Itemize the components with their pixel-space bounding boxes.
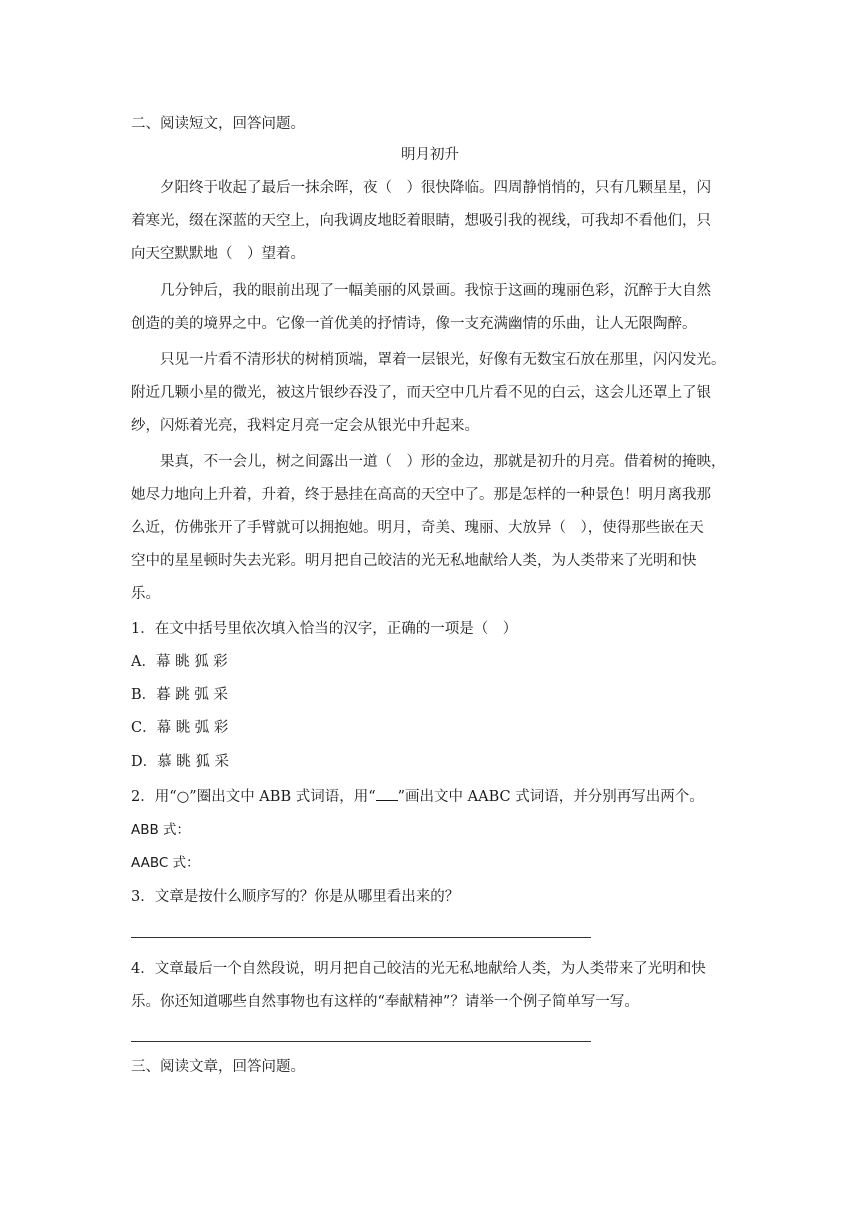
paragraph-line: 果真，不一会儿，树之间露出一道（ ）形的金边，那就是初升的月亮。借着树的掩映，: [160, 454, 726, 470]
paragraph-line: 乐。: [131, 586, 160, 602]
question-1-option-d: D．慕 眺 狐 采: [131, 754, 229, 770]
question-4-line-2: 乐。你还知道哪些自然事物也有这样的“奉献精神”？请举一个例子简单写一写。: [131, 994, 639, 1010]
question-3: 3．文章是按什么顺序写的？你是从哪里看出来的？: [131, 889, 460, 905]
underline-sample: [376, 786, 398, 801]
paragraph-line: 附近几颗小星的微光，被这片银纱吞没了，而天空中几片看不见的白云，这会儿还罩上了银: [131, 385, 711, 401]
question-2-text-start: 2．用“○”圈出文中 ABB 式词语，用“: [131, 789, 376, 805]
section-three-heading: 三、阅读文章，回答问题。: [131, 1059, 305, 1075]
paragraph-line: 几分钟后，我的眼前出现了一幅美丽的风景画。我惊于这画的瑰丽色彩，沉醉于大自然: [160, 283, 711, 299]
passage-title: 明月初升: [401, 147, 459, 163]
abb-answer-label: ABB 式：: [131, 822, 191, 838]
paragraph-line: 创造的美的境界之中。它像一首优美的抒情诗，像一支充满幽情的乐曲，让人无限陶醉。: [131, 316, 697, 332]
section-two-heading: 二、阅读短文，回答问题。: [131, 116, 305, 132]
question-4-answer-line[interactable]: [131, 1041, 591, 1042]
paragraph-line: 纱，闪烁着光亮，我料定月亮一定会从银光中升起来。: [131, 418, 479, 434]
paragraph-line: 向天空默默地（ ）望着。: [131, 246, 305, 262]
question-1: 1．在文中括号里依次填入恰当的汉字，正确的一项是（ ）: [131, 621, 518, 637]
paragraph-line: 空中的星星顿时失去光彩。明月把自己皎洁的光无私地献给人类，为人类带来了光明和快: [131, 553, 697, 569]
question-1-option-c: C．幕 眺 弧 彩: [131, 720, 229, 736]
paragraph-line: 着寒光，缀在深蓝的天空上，向我调皮地眨着眼睛，想吸引我的视线，可我却不看他们，只: [131, 213, 711, 229]
question-2-text-end: ”画出文中 AABC 式词语，并分别再写出两个。: [397, 789, 704, 805]
question-1-option-b: B．暮 跳 弧 采: [131, 687, 228, 703]
paragraph-line: 么近，仿佛张开了手臂就可以拥抱她。明月，奇美、瑰丽、大放异（ ），使得那些嵌在天: [131, 520, 704, 536]
question-2: [131, 786, 731, 807]
aabc-answer-label: AABC 式：: [131, 855, 200, 871]
question-4-line-1: 4．文章最后一个自然段说，明月把自己皎洁的光无私地献给人类，为人类带来了光明和快: [131, 961, 706, 977]
paragraph-line: 她尽力地向上升着，升着，终于悬挂在高高的天空中了。那是怎样的一种景色！明月离我那: [131, 487, 711, 503]
question-1-option-a: A．幕 眺 狐 彩: [131, 654, 228, 670]
question-3-answer-line[interactable]: [131, 937, 591, 938]
paragraph-line: 只见一片看不清形状的树梢顶端，罩着一层银光，好像有无数宝石放在那里，闪闪发光。: [160, 352, 726, 368]
paragraph-line: 夕阳终于收起了最后一抹余晖，夜（ ）很快降临。四周静悄悄的，只有几颗星星，闪: [160, 180, 711, 196]
